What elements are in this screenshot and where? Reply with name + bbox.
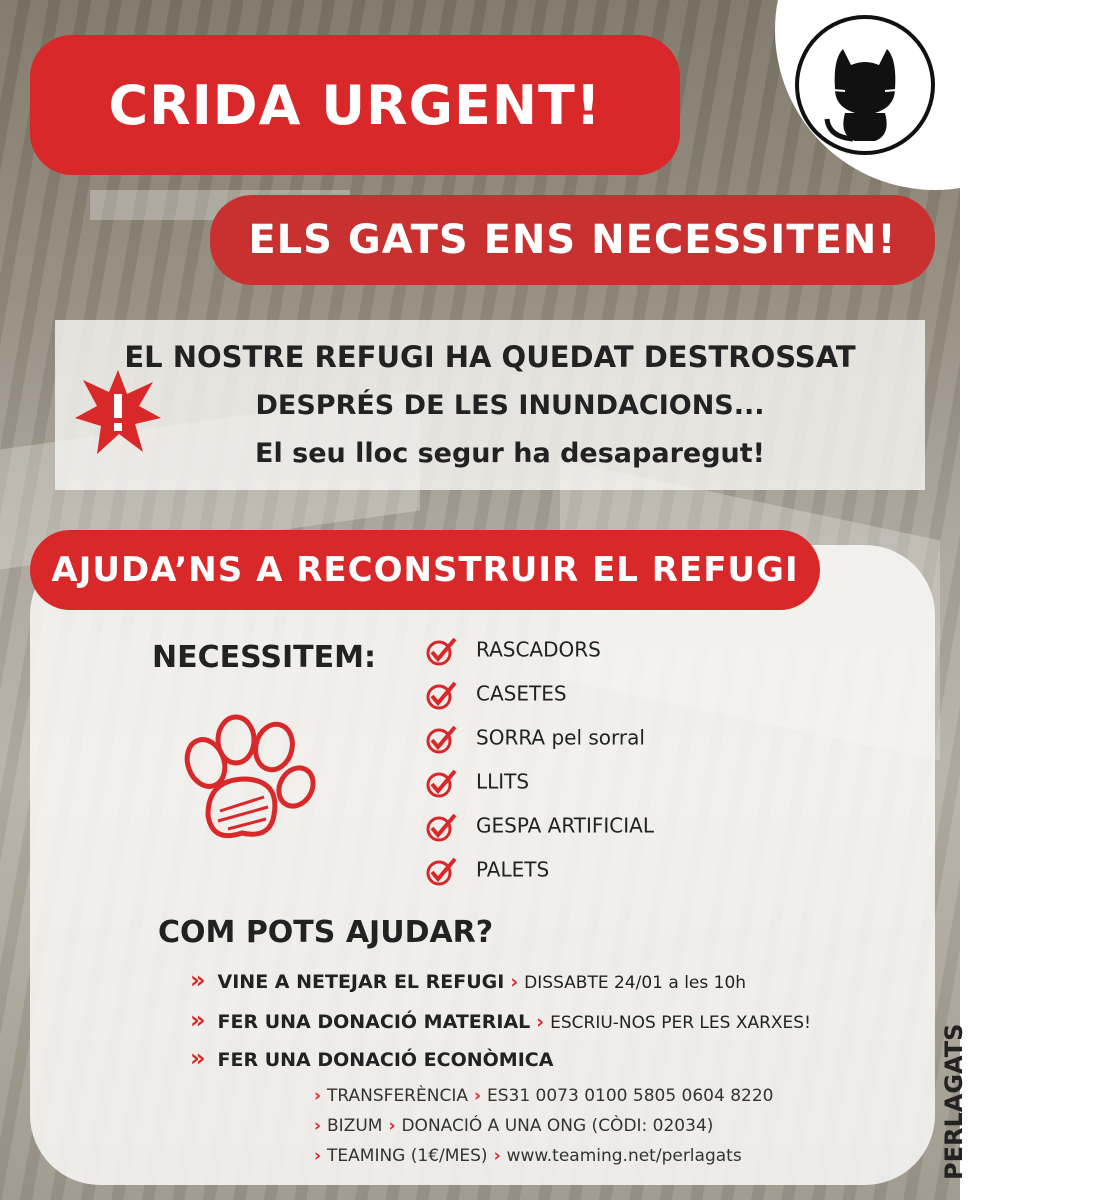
check-icon	[424, 724, 458, 754]
subtitle-pill	[210, 195, 935, 285]
payment-row: › TEAMING (1€/MES) › www.teaming.net/perlagats	[314, 1146, 742, 1166]
payment-row: › BIZUM › DONACIÓ A UNA ONG (CÒDI: 02034)	[314, 1116, 714, 1136]
need-item: GESPA ARTIFICIAL	[424, 812, 654, 842]
help-row: » VINE A NETEJAR EL REFUGI › DISSABTE 24/01 a les 10h	[190, 966, 747, 994]
need-item: RASCADORS	[424, 636, 601, 666]
notice-box	[55, 320, 925, 490]
cat-logo-icon	[795, 15, 935, 155]
chevron-right-icon: ›	[473, 1086, 481, 1106]
check-icon	[424, 636, 458, 666]
double-chevron-icon: »	[190, 966, 206, 994]
chevron-right-icon: ›	[536, 1011, 545, 1033]
notice-line-3: El seu lloc segur ha desaparegut!	[255, 438, 765, 469]
title-pill	[30, 35, 680, 175]
brand-name: PERLAGATS	[940, 1023, 968, 1180]
help-row: » FER UNA DONACIÓ MATERIAL › ESCRIU-NOS PER LES XARXES!	[190, 1006, 811, 1034]
check-icon	[424, 680, 458, 710]
notice-line-2: DESPRÉS DE LES INUNDACIONS...	[255, 390, 765, 421]
brand-vertical	[940, 1024, 968, 1180]
check-icon	[424, 768, 458, 798]
need-item: CASETES	[424, 680, 567, 710]
need-item: SORRA pel sorral	[424, 724, 645, 754]
alert-burst-icon	[73, 368, 163, 458]
paw-icon	[178, 715, 318, 845]
need-item: LLITS	[424, 768, 529, 798]
banner-pill	[30, 530, 820, 610]
notice-line-1: EL NOSTRE REFUGI HA QUEDAT DESTROSSAT	[124, 340, 856, 374]
needs-heading: NECESSITEM:	[152, 640, 376, 675]
check-icon	[424, 856, 458, 886]
payment-row: › TRANSFERÈNCIA › ES31 0073 0100 5805 0604 8220	[314, 1086, 774, 1106]
help-row: » FER UNA DONACIÓ ECONÒMICA	[190, 1044, 554, 1072]
chevron-right-icon: ›	[510, 971, 519, 993]
chevron-right-icon: ›	[314, 1146, 322, 1166]
page-title: CRIDA URGENT!	[108, 73, 602, 137]
chevron-right-icon: ›	[314, 1086, 322, 1106]
chevron-right-icon: ›	[493, 1146, 501, 1166]
help-heading: COM POTS AJUDAR?	[158, 915, 494, 950]
double-chevron-icon: »	[190, 1044, 206, 1072]
banner-text: AJUDA’NS A RECONSTRUIR EL REFUGI	[51, 550, 799, 590]
check-icon	[424, 812, 458, 842]
page-subtitle: ELS GATS ENS NECESSITEN!	[248, 217, 897, 263]
chevron-right-icon: ›	[388, 1116, 396, 1136]
chevron-right-icon: ›	[314, 1116, 322, 1136]
need-item: PALETS	[424, 856, 549, 886]
double-chevron-icon: »	[190, 1006, 206, 1034]
